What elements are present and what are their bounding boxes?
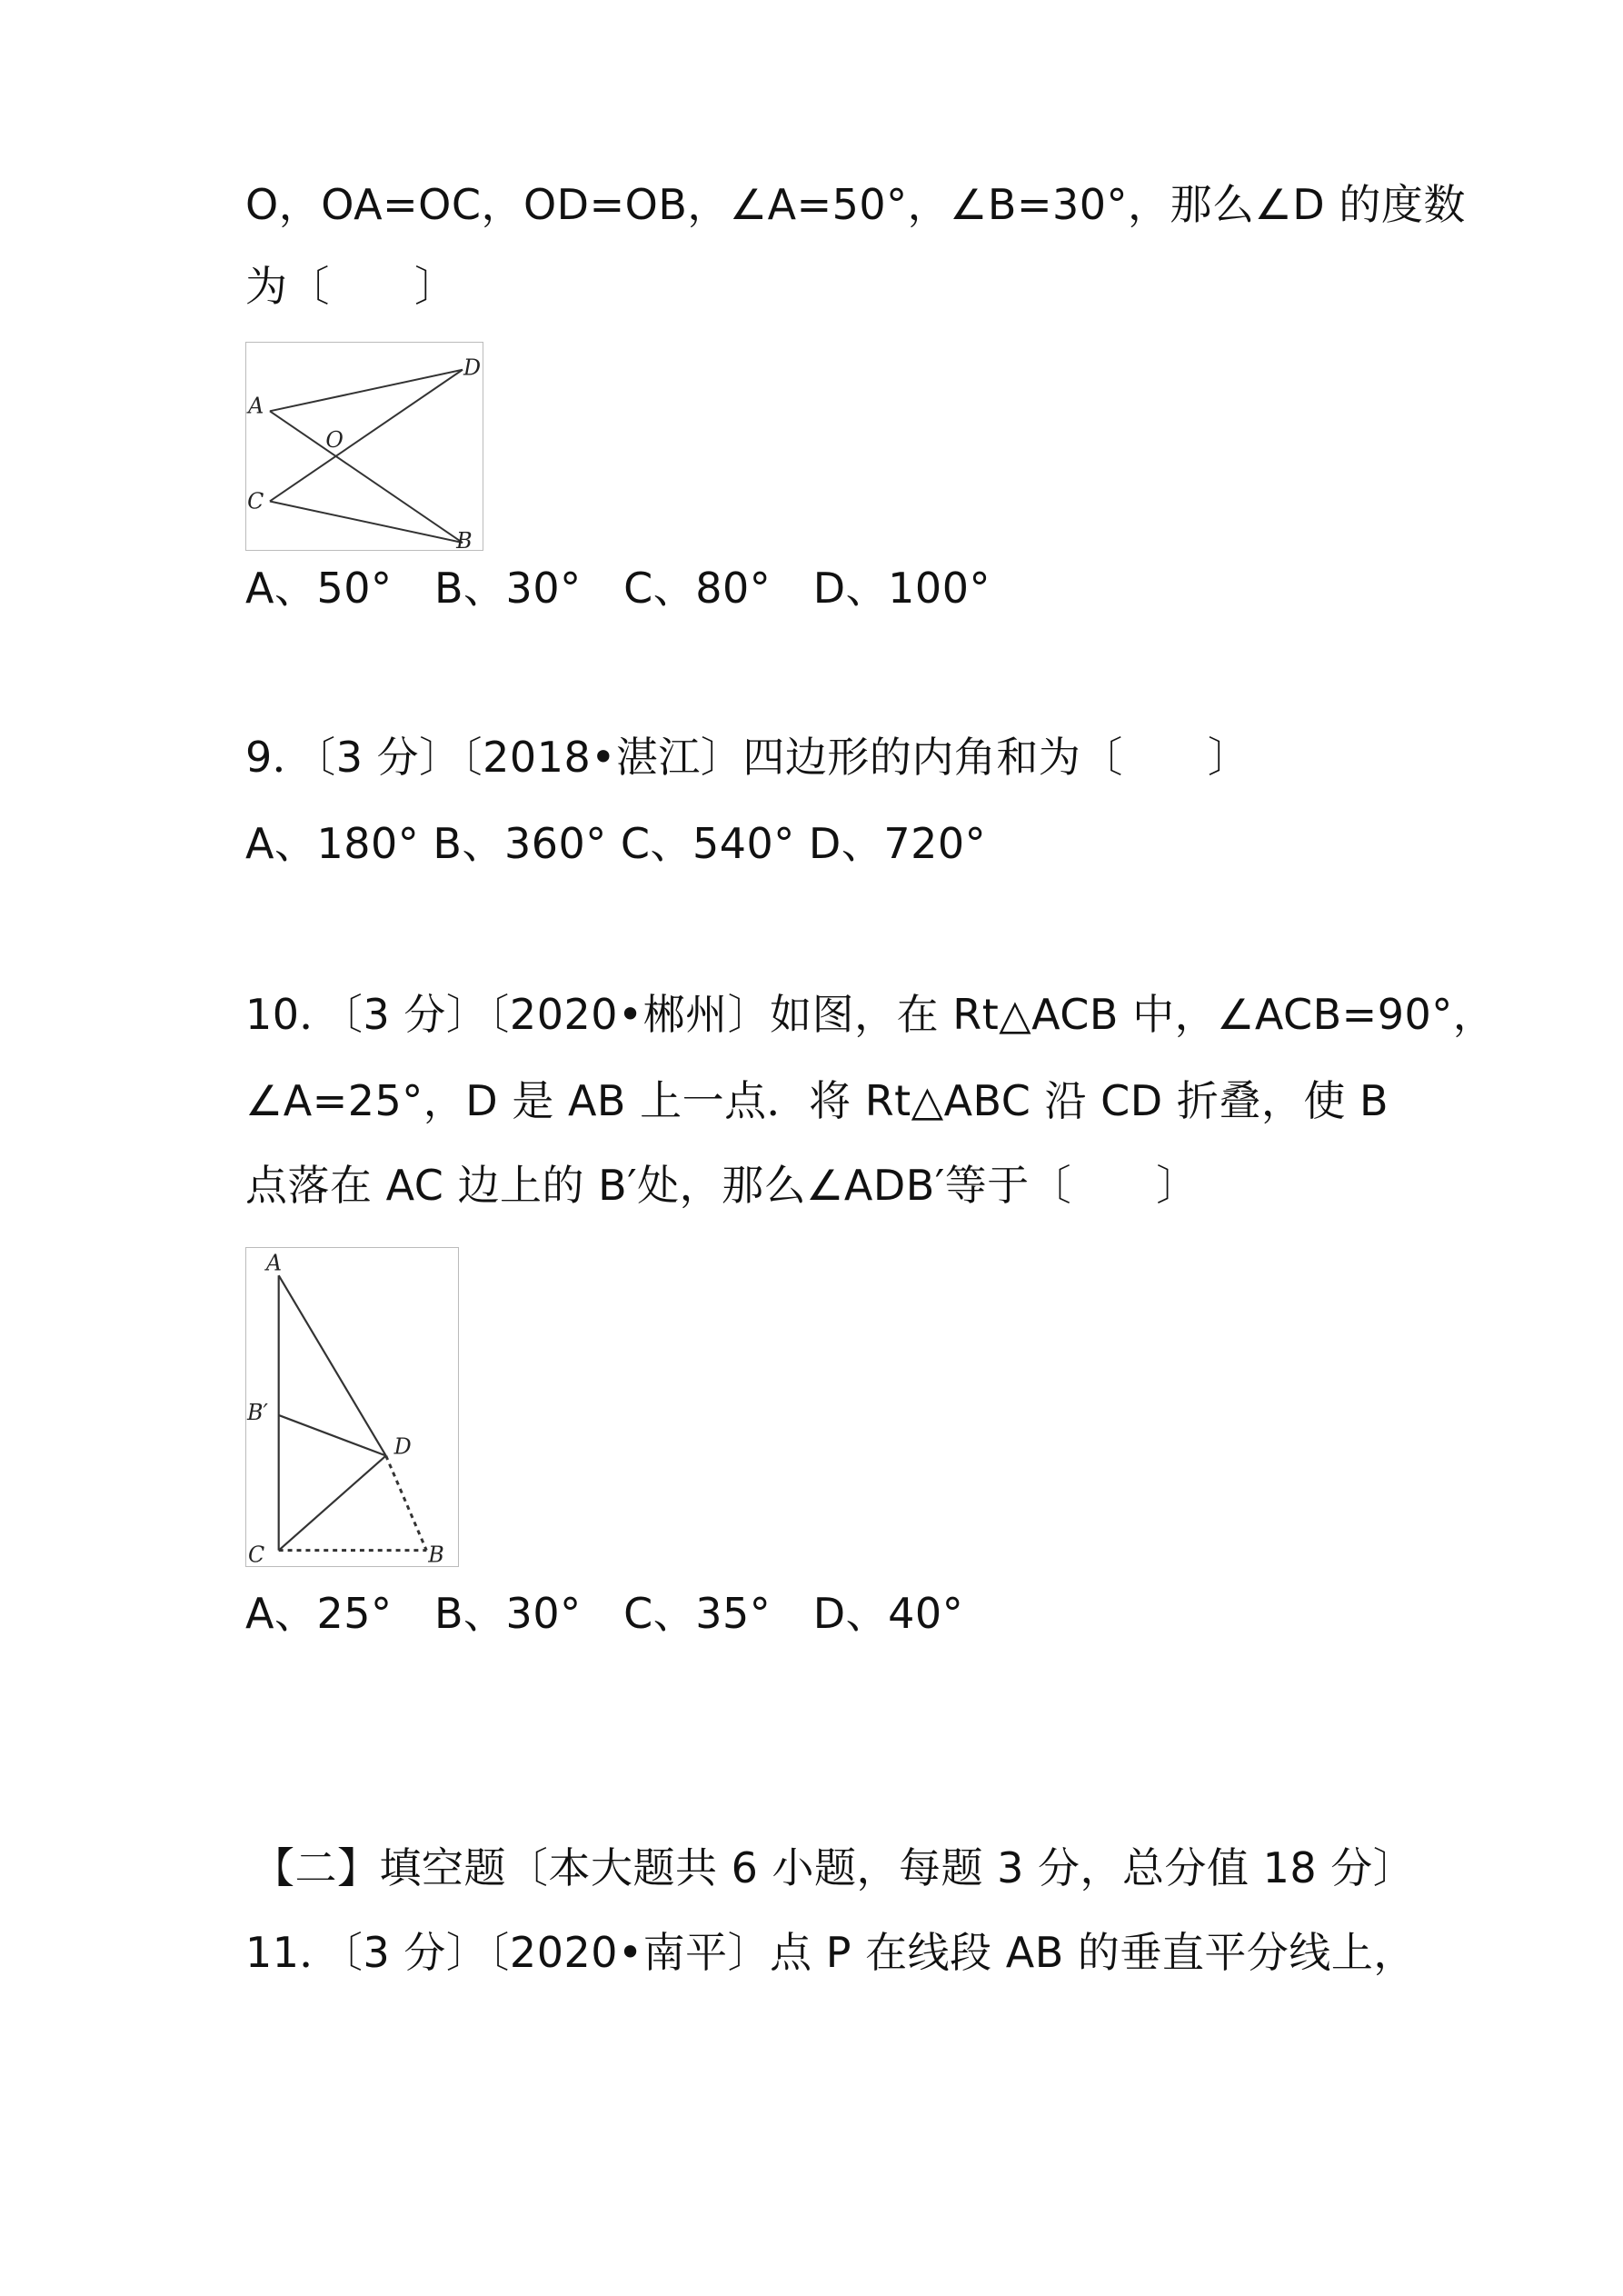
q8-stem-line2: 为〔 〕 <box>245 262 457 311</box>
label-B: B <box>456 528 473 550</box>
q8-figure-drawing <box>246 343 483 550</box>
q10-stem-line1: 10．〔3 分〕〔2020•郴州〕如图，在 Rt△ACB 中，∠ACB=90°， <box>245 990 1496 1039</box>
q11-stem-line1: 11．〔3 分〕〔2020•南平〕点 P 在线段 AB 的垂直平分线上， <box>245 1928 1416 1977</box>
segment-CD <box>279 1456 386 1551</box>
segment-BpD <box>279 1415 386 1456</box>
q10-figure-drawing <box>246 1248 458 1566</box>
label-Bprime: B′ <box>246 1399 268 1425</box>
label-A: A <box>248 393 264 419</box>
q10-stem-line3: 点落在 AC 边上的 B′处，那么∠ADB′等于〔 〕 <box>245 1161 1199 1210</box>
segment-AD <box>279 1275 386 1455</box>
label-C: C <box>247 488 264 514</box>
q8-figure <box>245 342 483 551</box>
section-heading: 【二】填空题〔本大题共 6 小题，每题 3 分，总分值 18 分〕 <box>253 1843 1416 1892</box>
label-A: A <box>265 1250 283 1276</box>
label-B: B <box>428 1542 444 1566</box>
q10-figure <box>245 1247 459 1567</box>
q9-stem: 9．〔3 分〕〔2018•湛江〕四边形的内角和为〔 〕 <box>245 733 1250 782</box>
label-D: D <box>463 354 482 381</box>
q8-stem-line1: O，OA=OC，OD=OB，∠A=50°，∠B=30°，那么∠D 的度数 <box>245 180 1466 229</box>
q10-options: A、25° B、30° C、35° D、40° <box>245 1589 964 1638</box>
label-D: D <box>393 1433 412 1460</box>
q8-options: A、50° B、30° C、80° D、100° <box>245 564 991 613</box>
label-C: C <box>247 1542 265 1566</box>
q9-options: A、180° B、360° C、540° D、720° <box>245 819 987 868</box>
q10-stem-line2: ∠A=25°，D 是 AB 上一点．将 Rt△ABC 沿 CD 折叠，使 B <box>245 1076 1389 1125</box>
segment-DB-dashed <box>386 1456 427 1551</box>
segment-AB <box>270 411 463 543</box>
label-O: O <box>325 426 344 453</box>
segment-CD <box>270 370 463 502</box>
